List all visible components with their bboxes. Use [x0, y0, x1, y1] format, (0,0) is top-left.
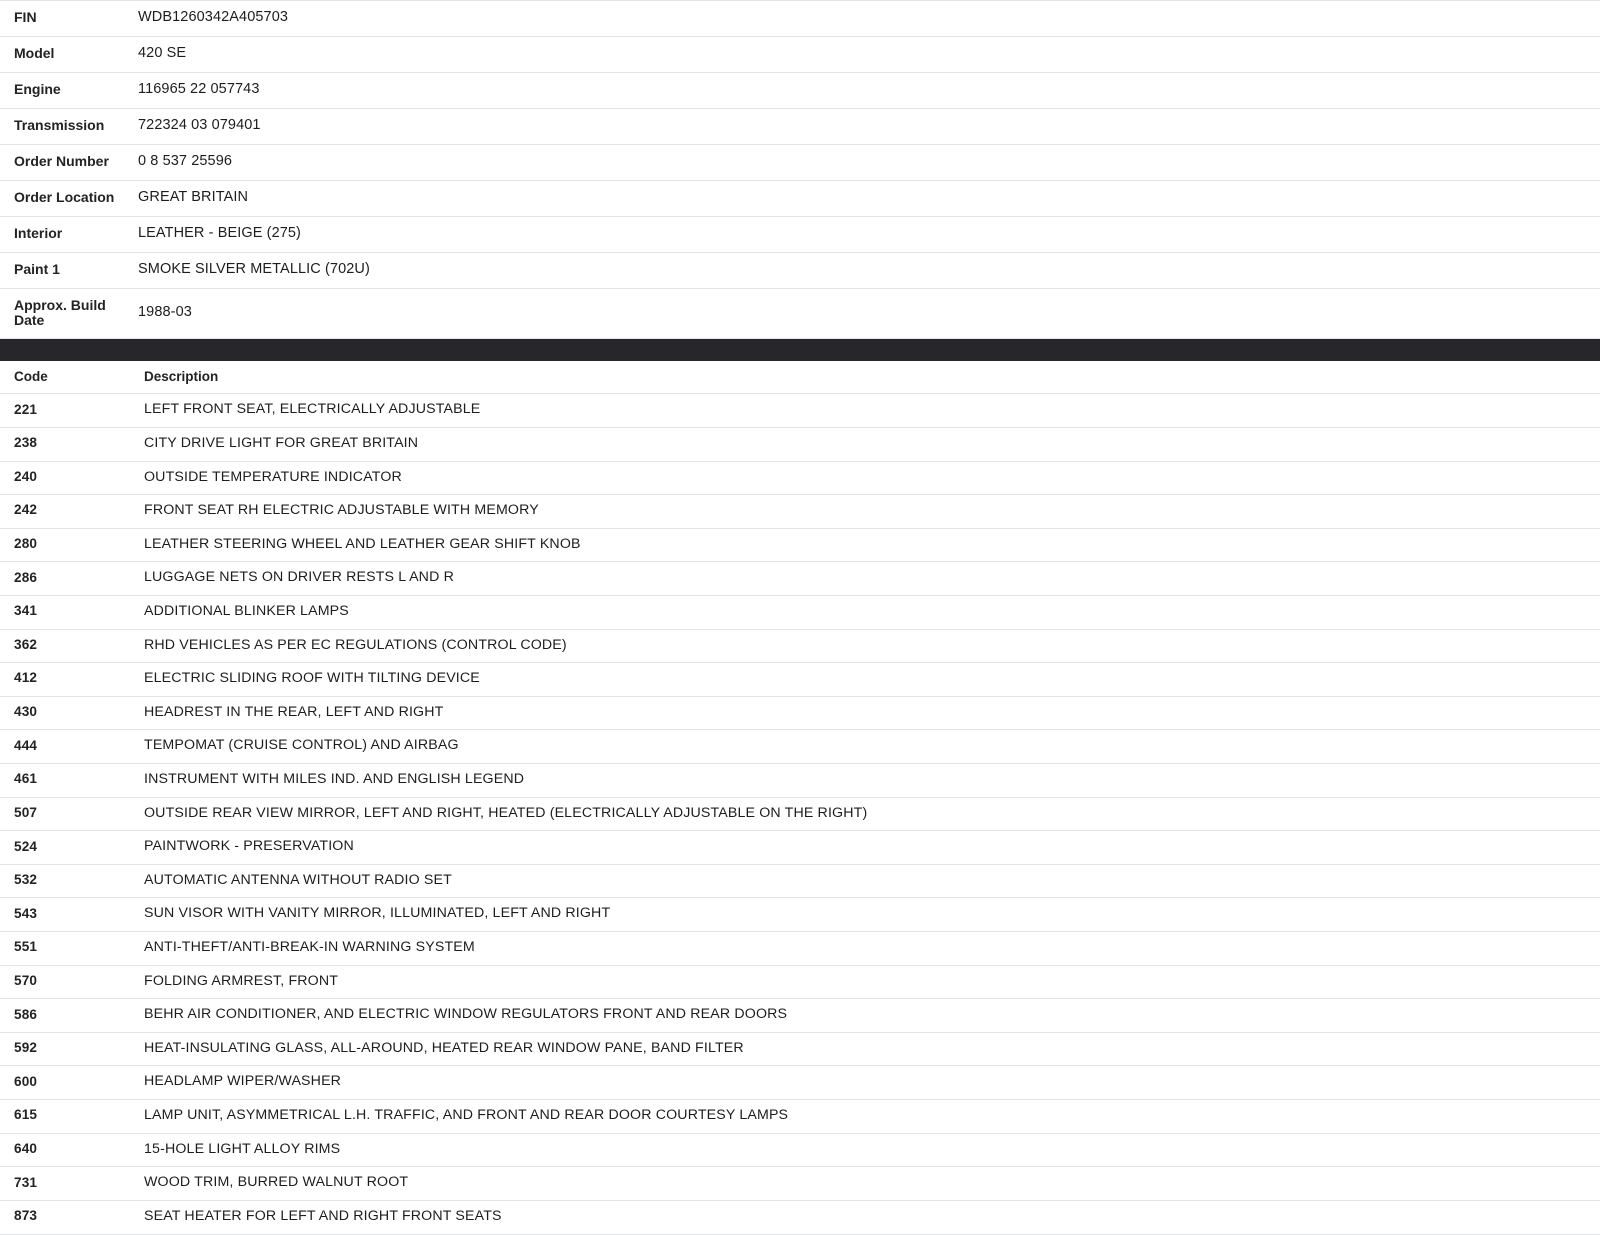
spec-value: LEATHER - BEIGE (275) [138, 224, 301, 241]
table-row [0, 288, 1600, 339]
option-description: FOLDING ARMREST, FRONT [144, 972, 339, 989]
table-row [0, 730, 1600, 764]
spec-label: Approx. Build Date [14, 296, 106, 328]
option-code: 570 [14, 972, 38, 988]
option-code: 592 [14, 1040, 38, 1056]
option-code: 286 [14, 569, 38, 585]
option-code: 524 [14, 838, 38, 854]
option-codes-header [0, 361, 1600, 394]
option-description: TEMPOMAT (CRUISE CONTROL) AND AIRBAG [144, 737, 459, 754]
table-row [0, 72, 1600, 108]
option-code: 586 [14, 1006, 38, 1022]
spec-label: Order Number [14, 153, 109, 170]
table-row [0, 252, 1600, 288]
option-code: 640 [14, 1141, 38, 1157]
spec-value: 0 8 537 25596 [138, 152, 233, 169]
option-description: ANTI-THEFT/ANTI-BREAK-IN WARNING SYSTEM [144, 939, 475, 956]
spec-value: 116965 22 057743 [138, 80, 260, 97]
option-codes-body [0, 394, 1600, 1234]
option-description: LAMP UNIT, ASYMMETRICAL L.H. TRAFFIC, AND FRONT AND REAR DOOR COURTESY LAMPS [144, 1107, 789, 1124]
option-code: 430 [14, 704, 38, 720]
table-row [0, 1, 1600, 37]
option-description: HEADLAMP WIPER/WASHER [144, 1073, 342, 1090]
vehicle-spec-body [0, 1, 1600, 339]
option-description: OUTSIDE TEMPERATURE INDICATOR [144, 468, 402, 485]
table-row [0, 595, 1600, 629]
option-code: 532 [14, 872, 38, 888]
option-description: AUTOMATIC ANTENNA WITHOUT RADIO SET [144, 871, 452, 888]
table-row [0, 696, 1600, 730]
table-row [0, 36, 1600, 72]
spec-value: 420 SE [138, 44, 187, 61]
table-row [0, 427, 1600, 461]
table-row [0, 663, 1600, 697]
table-row [0, 108, 1600, 144]
option-description: ADDITIONAL BLINKER LAMPS [144, 602, 349, 619]
option-description: BEHR AIR CONDITIONER, AND ELECTRIC WINDOW REGULATORS FRONT AND REAR DOORS [144, 1006, 788, 1023]
spec-label: FIN [14, 9, 37, 26]
table-row [0, 495, 1600, 529]
table-row [0, 864, 1600, 898]
spec-label: Paint 1 [14, 260, 60, 277]
table-row [0, 528, 1600, 562]
spec-label: Order Location [14, 188, 115, 205]
option-description: LUGGAGE NETS ON DRIVER RESTS L AND R [144, 569, 454, 586]
option-code: 551 [14, 939, 38, 955]
table-row [0, 898, 1600, 932]
option-code: 543 [14, 905, 38, 921]
option-description: LEFT FRONT SEAT, ELECTRICALLY ADJUSTABLE [144, 401, 481, 418]
spec-value: GREAT BRITAIN [138, 188, 249, 205]
table-row [0, 1100, 1600, 1134]
option-description: FRONT SEAT RH ELECTRIC ADJUSTABLE WITH MEMORY [144, 502, 539, 519]
option-description: OUTSIDE REAR VIEW MIRROR, LEFT AND RIGHT, HEATED (ELECTRICALLY ADJUSTABLE ON THE RIGHT) [144, 804, 868, 821]
table-row [0, 144, 1600, 180]
option-description: INSTRUMENT WITH MILES IND. AND ENGLISH LEGEND [144, 770, 525, 787]
column-header-description: Description [72, 361, 1600, 394]
option-code: 507 [14, 804, 38, 820]
option-codes-table [0, 361, 1600, 1234]
spec-value: WDB1260342A405703 [138, 9, 289, 25]
table-row [0, 1133, 1600, 1167]
spec-value: 1988-03 [138, 303, 192, 320]
table-row [0, 763, 1600, 797]
table-row [0, 394, 1600, 428]
option-code: 221 [14, 401, 38, 417]
table-row [0, 1032, 1600, 1066]
option-code: 873 [14, 1208, 38, 1224]
option-code: 341 [14, 603, 38, 619]
table-row [0, 1200, 1600, 1234]
option-code: 362 [14, 636, 38, 652]
spec-label: Transmission [14, 117, 105, 134]
option-code: 444 [14, 737, 38, 753]
table-row [0, 932, 1600, 966]
table-row [0, 797, 1600, 831]
option-description: ELECTRIC SLIDING ROOF WITH TILTING DEVICE [144, 670, 480, 687]
option-description: 15-HOLE LIGHT ALLOY RIMS [144, 1140, 341, 1157]
option-code: 280 [14, 536, 38, 552]
section-separator-bar [0, 339, 1600, 361]
spec-value: 722324 03 079401 [138, 116, 261, 133]
option-code: 412 [14, 670, 38, 686]
option-code: 238 [14, 435, 38, 451]
option-code: 731 [14, 1174, 38, 1190]
table-row [0, 1066, 1600, 1100]
option-description: SEAT HEATER FOR LEFT AND RIGHT FRONT SEATS [144, 1207, 502, 1224]
option-code: 240 [14, 468, 38, 484]
column-header-code: Code [0, 361, 72, 394]
table-row [0, 216, 1600, 252]
table-row [0, 629, 1600, 663]
spec-label: Model [14, 45, 55, 62]
option-code: 461 [14, 771, 38, 787]
vehicle-spec-table [0, 0, 1600, 339]
table-row [0, 180, 1600, 216]
option-description: HEAT-INSULATING GLASS, ALL-AROUND, HEATED REAR WINDOW PANE, BAND FILTER [144, 1039, 744, 1056]
table-row [0, 1167, 1600, 1201]
table-header-row [0, 361, 1600, 394]
option-description: WOOD TRIM, BURRED WALNUT ROOT [144, 1174, 409, 1191]
option-code: 600 [14, 1073, 38, 1089]
table-row [0, 965, 1600, 999]
table-row [0, 461, 1600, 495]
option-description: PAINTWORK - PRESERVATION [144, 838, 354, 855]
option-description: SUN VISOR WITH VANITY MIRROR, ILLUMINATED, LEFT AND RIGHT [144, 905, 611, 922]
option-code: 242 [14, 502, 38, 518]
option-description: CITY DRIVE LIGHT FOR GREAT BRITAIN [144, 434, 419, 451]
table-row [0, 831, 1600, 865]
table-row [0, 562, 1600, 596]
spec-value: SMOKE SILVER METALLIC (702U) [138, 260, 370, 277]
table-row [0, 999, 1600, 1033]
option-description: LEATHER STEERING WHEEL AND LEATHER GEAR SHIFT KNOB [144, 535, 581, 552]
spec-label: Engine [14, 81, 61, 98]
spec-label: Interior [14, 224, 63, 241]
option-description: HEADREST IN THE REAR, LEFT AND RIGHT [144, 703, 444, 720]
option-code: 615 [14, 1107, 38, 1123]
option-description: RHD VEHICLES AS PER EC REGULATIONS (CONTROL CODE) [144, 636, 567, 653]
